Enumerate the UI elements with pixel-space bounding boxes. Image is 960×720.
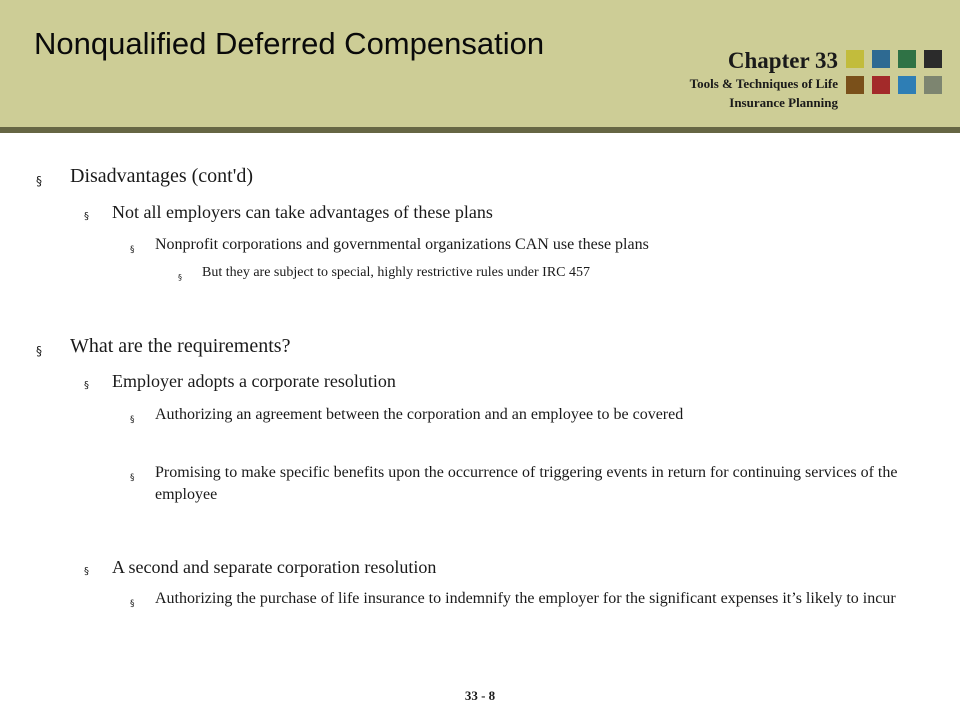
bullet-icon: §: [84, 380, 89, 391]
bullet-level4: [178, 263, 898, 283]
bullet-icon: §: [84, 211, 89, 222]
slide-title: Nonqualified Deferred Compensation: [34, 26, 545, 61]
bullet-text: Nonprofit corporations and governmental organizations CAN use these plans: [155, 236, 649, 253]
page-number: 33 - 8: [464, 688, 496, 703]
bullet-text: Promising to make specific benefits upon the occurrence of triggering events in return for continuing services of the employee: [155, 464, 898, 503]
bullet-text: Employer adopts a corporate resolution: [112, 371, 396, 391]
bullet-level3: [130, 404, 920, 426]
bullet-icon: §: [130, 245, 135, 255]
bullet-icon: §: [84, 566, 89, 577]
bullet-level2: [84, 370, 914, 392]
bullet-level3: [130, 234, 920, 256]
chapter-label: Chapter 33: [727, 48, 838, 73]
bullet-level2: [84, 556, 914, 578]
bullet-text: But they are subject to special, highly restrictive rules under IRC 457: [202, 265, 591, 280]
bullet-icon: §: [130, 415, 135, 425]
bullet-icon: §: [130, 599, 135, 609]
bullet-level2: [84, 201, 914, 223]
bullet-text: Authorizing the purchase of life insurance to indemnify the employer for the significant expenses it’s likely to incur: [155, 590, 896, 607]
bullet-icon: §: [130, 473, 135, 483]
bullet-text: Not all employers can take advantages of these plans: [112, 202, 493, 222]
bullet-level1: [36, 164, 916, 188]
bullet-text: Authorizing an agreement between the corporation and an employee to be covered: [155, 406, 684, 423]
chapter-subtitle-1: Tools & Techniques of Life: [689, 76, 838, 91]
bullet-text: Disadvantages (cont'd): [70, 165, 253, 187]
bullet-text: A second and separate corporation resolution: [112, 557, 437, 577]
bullet-icon: §: [36, 344, 42, 358]
bullet-icon: §: [36, 174, 42, 188]
bullet-icon: §: [178, 273, 182, 282]
bullet-text: What are the requirements?: [70, 335, 291, 357]
bullet-level3: [130, 588, 920, 610]
bullet-level3: [130, 462, 920, 506]
bullet-level1: [36, 334, 916, 358]
chapter-subtitle-2: Insurance Planning: [729, 95, 838, 110]
